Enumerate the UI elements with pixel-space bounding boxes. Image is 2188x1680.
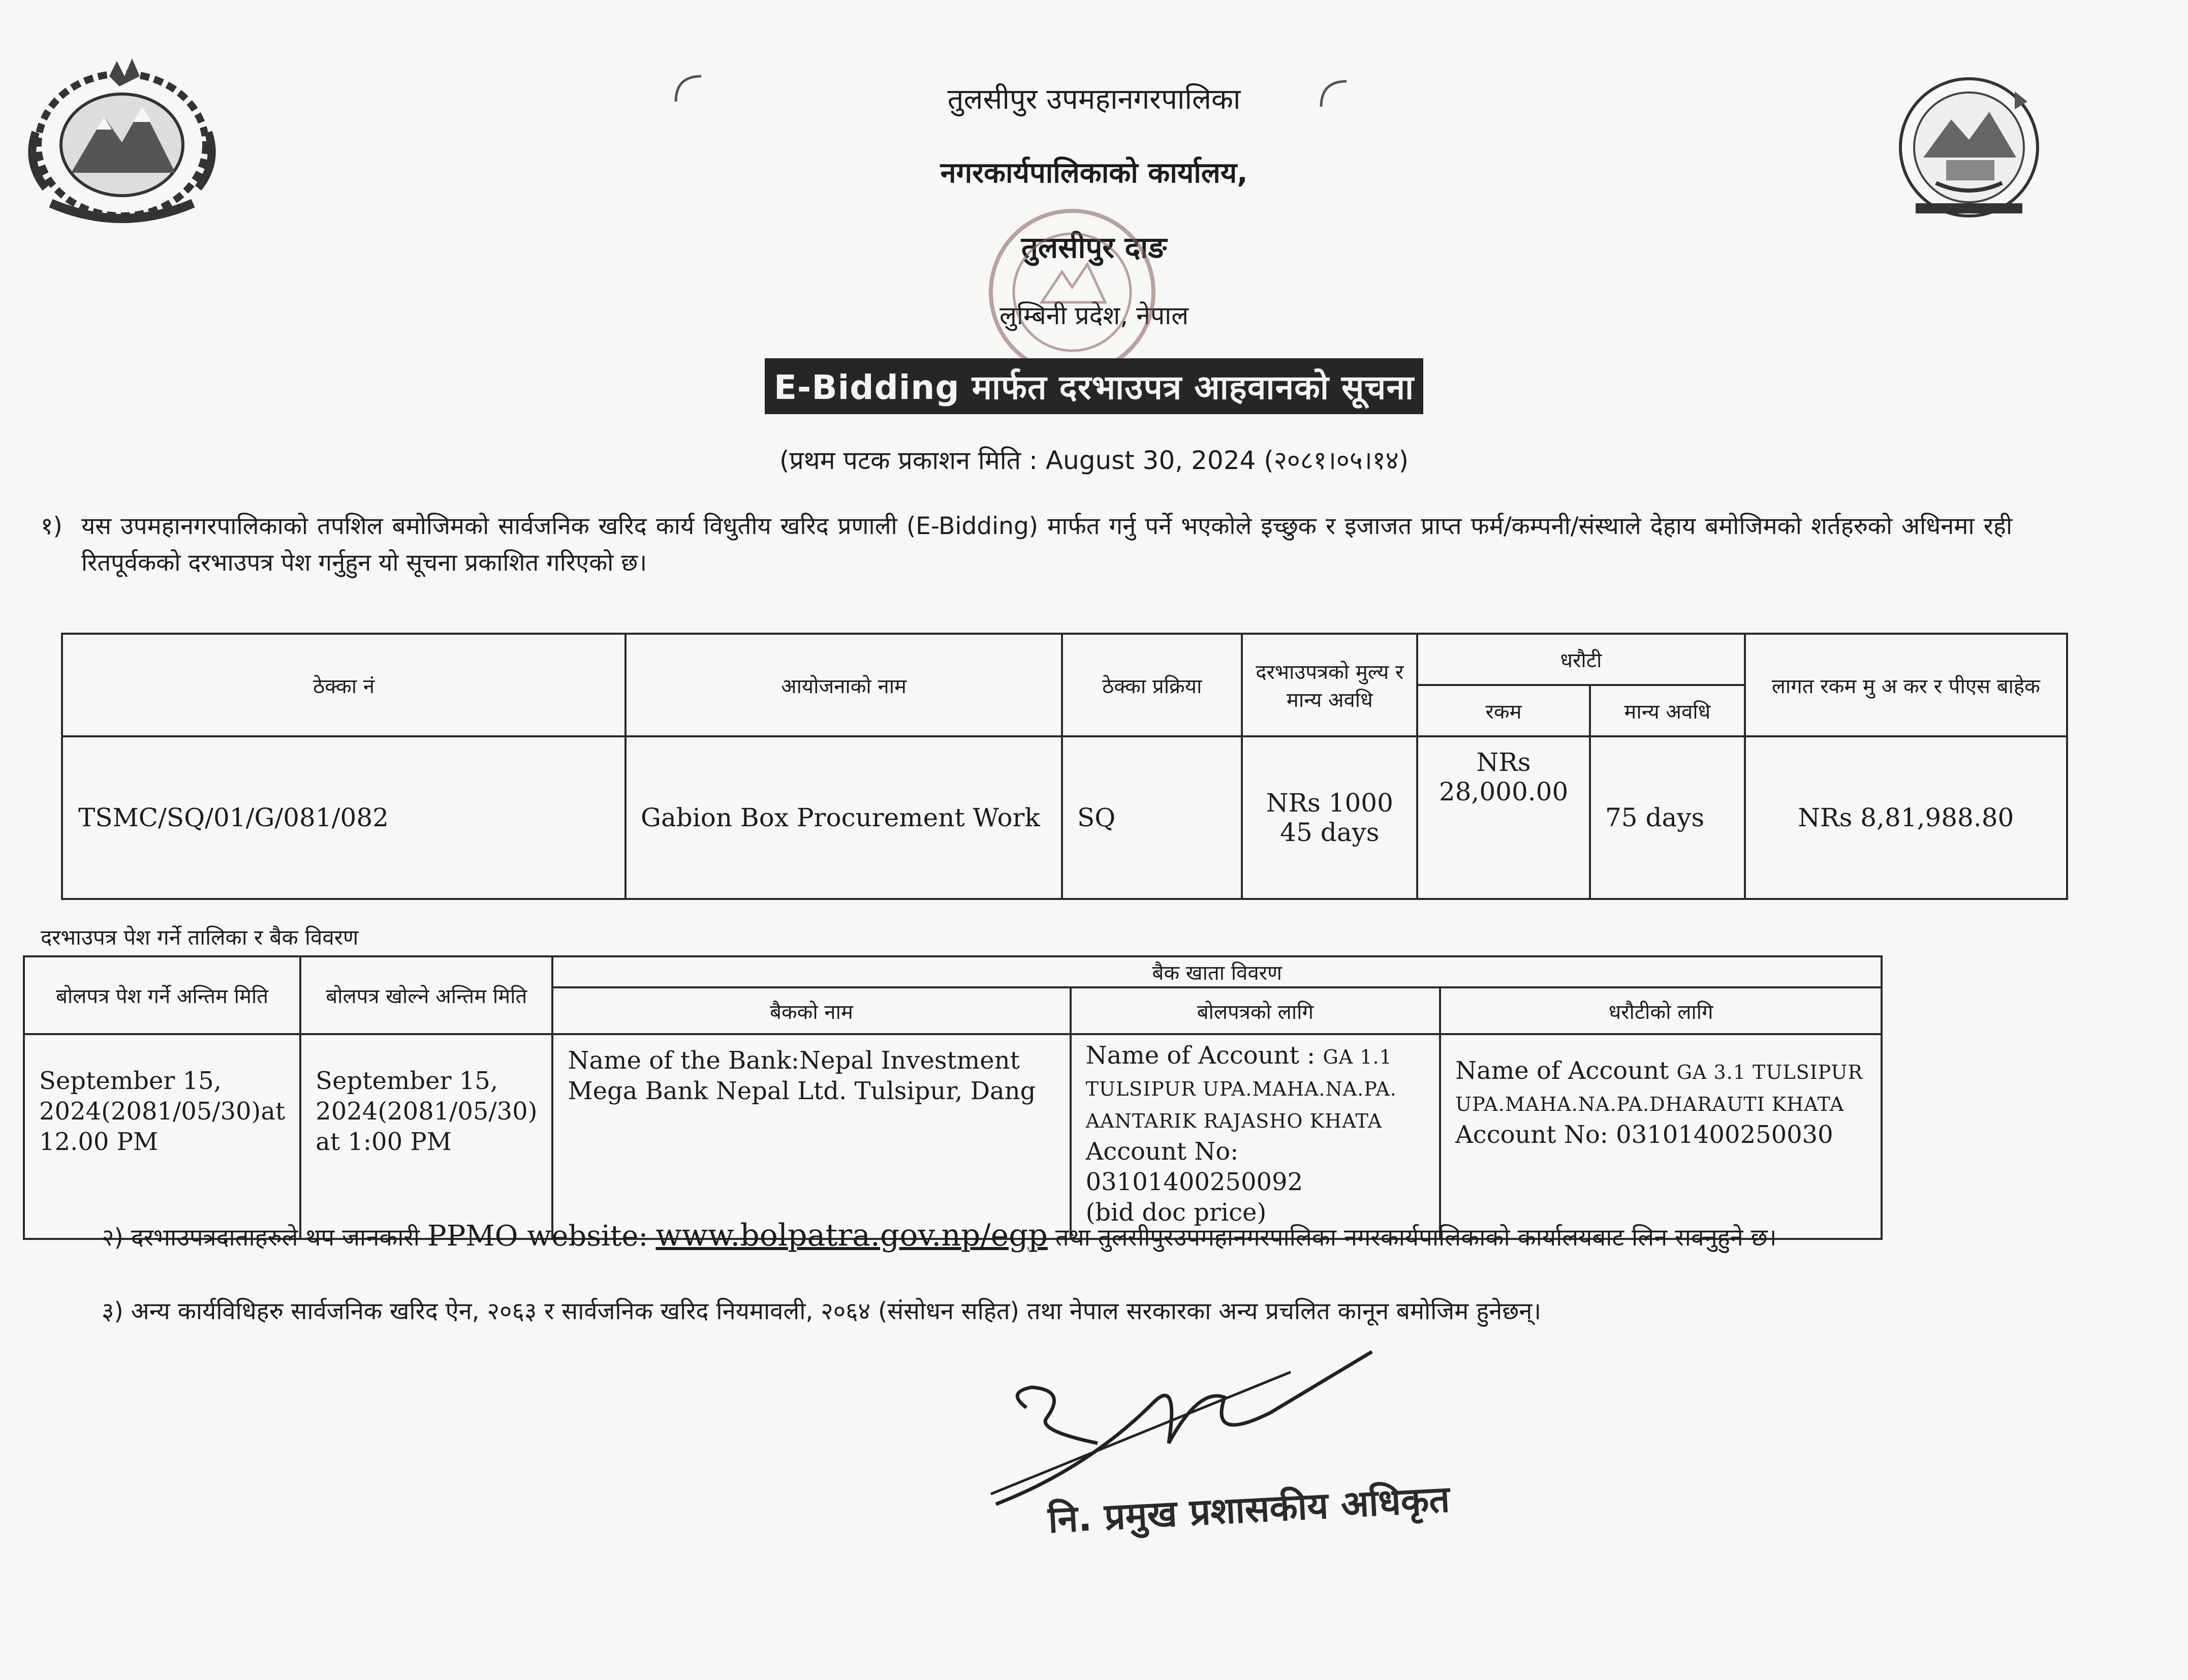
deposit-account <box>1440 1034 1882 1239</box>
header-project-name: आयोजनाको नाम <box>626 634 1062 736</box>
deposit-account-name: GA 3.1 TULSIPUR UPA.MAHA.NA.PA.DHARAUTI KHATA <box>1455 1061 1863 1115</box>
info-text-before: दरभाउपत्रदाताहरुले थप जानकारी <box>131 1224 420 1252</box>
doc-price-validity <box>1242 736 1417 899</box>
header-doc-price-validity: दरभाउपत्रको मुल्य र मान्य अवधि <box>1242 634 1417 736</box>
bid-account-note: (bid doc price) <box>1085 1198 1267 1227</box>
bid-account-no: Account No: 03101400250092 <box>1085 1137 1303 1196</box>
contract-no: TSMC/SQ/01/G/081/082 <box>62 736 626 899</box>
info-text-after: तथा तुलसीपुरउपमहानगरपालिका नगरकार्यपालिकाको कार्यालयबाट लिन सक्नुहुने छ। <box>1055 1224 1777 1252</box>
header-deposit-amount: रकम <box>1417 685 1590 736</box>
header-submission-deadline: बोलपत्र पेश गर्ने अन्तिम मिति <box>24 956 300 1034</box>
bid-account-name: GA 1.1 TULSIPUR UPA.MAHA.NA.PA. AANTARIK RAJASHO KHATA <box>1085 1046 1397 1132</box>
paragraph-number: ३) <box>102 1297 123 1325</box>
bid-account <box>1071 1034 1441 1239</box>
header-contract-no: ठेक्का नं <box>62 634 626 736</box>
doc-price: NRs 1000 <box>1266 788 1393 818</box>
header-deposit-validity: मान्य अवधि <box>1590 685 1745 736</box>
header-bank-details: बैक खाता विवरण <box>552 956 1882 987</box>
project-name: Gabion Box Procurement Work <box>626 736 1062 899</box>
notice-title: E-Bidding मार्फत दरभाउपत्र आहवानको सूचना <box>765 358 1423 414</box>
deposit-account-no: Account No: 03101400250030 <box>1455 1121 1833 1149</box>
schedule-table <box>23 955 1883 1240</box>
paragraph-number: २) <box>102 1224 123 1252</box>
header-bank-name: बैकको नाम <box>552 987 1070 1034</box>
bank-name: Name of the Bank:Nepal Investment Mega Bank Nepal Ltd. Tulsipur, Dang <box>552 1034 1070 1239</box>
municipality-name: तुलसीपुर उपमहानगरपालिका <box>947 83 1241 116</box>
office-stamp-icon <box>981 201 1164 384</box>
header-deposit: धरौटी <box>1417 634 1745 685</box>
law-text: अन्य कार्यविधिहरु सार्वजनिक खरिद ऐन, २०६३ र सार्वजनिक खरिद नियमावली, २०६४ (संसोधन सहित) तथा नेपाल सरकारका अन्य प्रचलित कानून बमोजिम हुनेछन्। <box>131 1297 1542 1325</box>
city-name: तुलसीपुर दाङ <box>1021 230 1167 265</box>
schedule-title: दरभाउपत्र पेश गर्ने तालिका र बैक विवरण <box>41 925 359 950</box>
law-paragraph <box>102 1293 2083 1330</box>
table-row <box>24 1034 1882 1239</box>
header-procedure: ठेक्का प्रक्रिया <box>1062 634 1242 736</box>
table-row <box>62 736 2067 899</box>
intro-text: यस उपमहानगरपालिकाको तपशिल बमोजिमको सार्वजनिक खरिद कार्य विधुतीय खरिद प्रणाली (E-Bidding) मार्फत गर्नु पर्ने भएकोले इच्छुक र इजाजत प्राप्त फर्म/कम्पनी/संस्थाले देहाय बमोजिमको शर्तहरुको अधिनमा रही रितपूर्वकको दरभाउपत्र पेश गर्नुहुन यो सूचना प्रकाशित गरिएको छ। <box>81 512 2012 577</box>
publication-date: (प्रथम पटक प्रकाशन मिति : August 30, 2024 (२०८१।०५।१४) <box>779 446 1409 475</box>
header-opening-date: बोलपत्र खोल्ने अन्तिम मिति <box>300 956 552 1034</box>
deposit-currency: NRs <box>1476 748 1531 777</box>
deposit-validity: 75 days <box>1590 736 1745 899</box>
cost-estimate: NRs 8,81,988.80 <box>1745 736 2067 899</box>
paragraph-number: १) <box>41 512 62 540</box>
deposit-amount-cell <box>1417 736 1590 899</box>
ppmo-label: PPMO website: <box>427 1220 648 1253</box>
office-name: नगरकार्यपालिकाको कार्यालय, <box>940 157 1248 190</box>
intro-paragraph <box>41 508 2012 581</box>
header-for-deposit: धरौटीको लागि <box>1440 987 1882 1034</box>
opening-date: September 15, 2024(2081/05/30) at 1:00 PM <box>300 1034 552 1239</box>
bid-account-name-label: Name of Account : <box>1085 1041 1316 1070</box>
header-for-bid: बोलपत्रको लागि <box>1071 987 1441 1034</box>
header-cost-estimate: लागत रकम मु अ कर र पीएस बाहेक <box>1745 634 2067 736</box>
signatory-designation: नि. प्रमुख प्रशासकीय अधिकृत <box>1047 1477 1451 1541</box>
bolpatra-link[interactable]: www.bolpatra.gov.np/egp <box>655 1218 1048 1253</box>
doc-validity: 45 days <box>1280 818 1380 847</box>
deposit-amount: 28,000.00 <box>1439 777 1569 806</box>
info-paragraph <box>102 1217 2083 1256</box>
deposit-account-name-label: Name of Account <box>1455 1056 1669 1085</box>
contract-table <box>61 633 2068 900</box>
province-name: लुम्बिनी प्रदेश, नेपाल <box>999 301 1189 330</box>
procedure: SQ <box>1062 736 1242 899</box>
submission-deadline: September 15, 2024(2081/05/30)at 12.00 PM <box>24 1034 300 1239</box>
